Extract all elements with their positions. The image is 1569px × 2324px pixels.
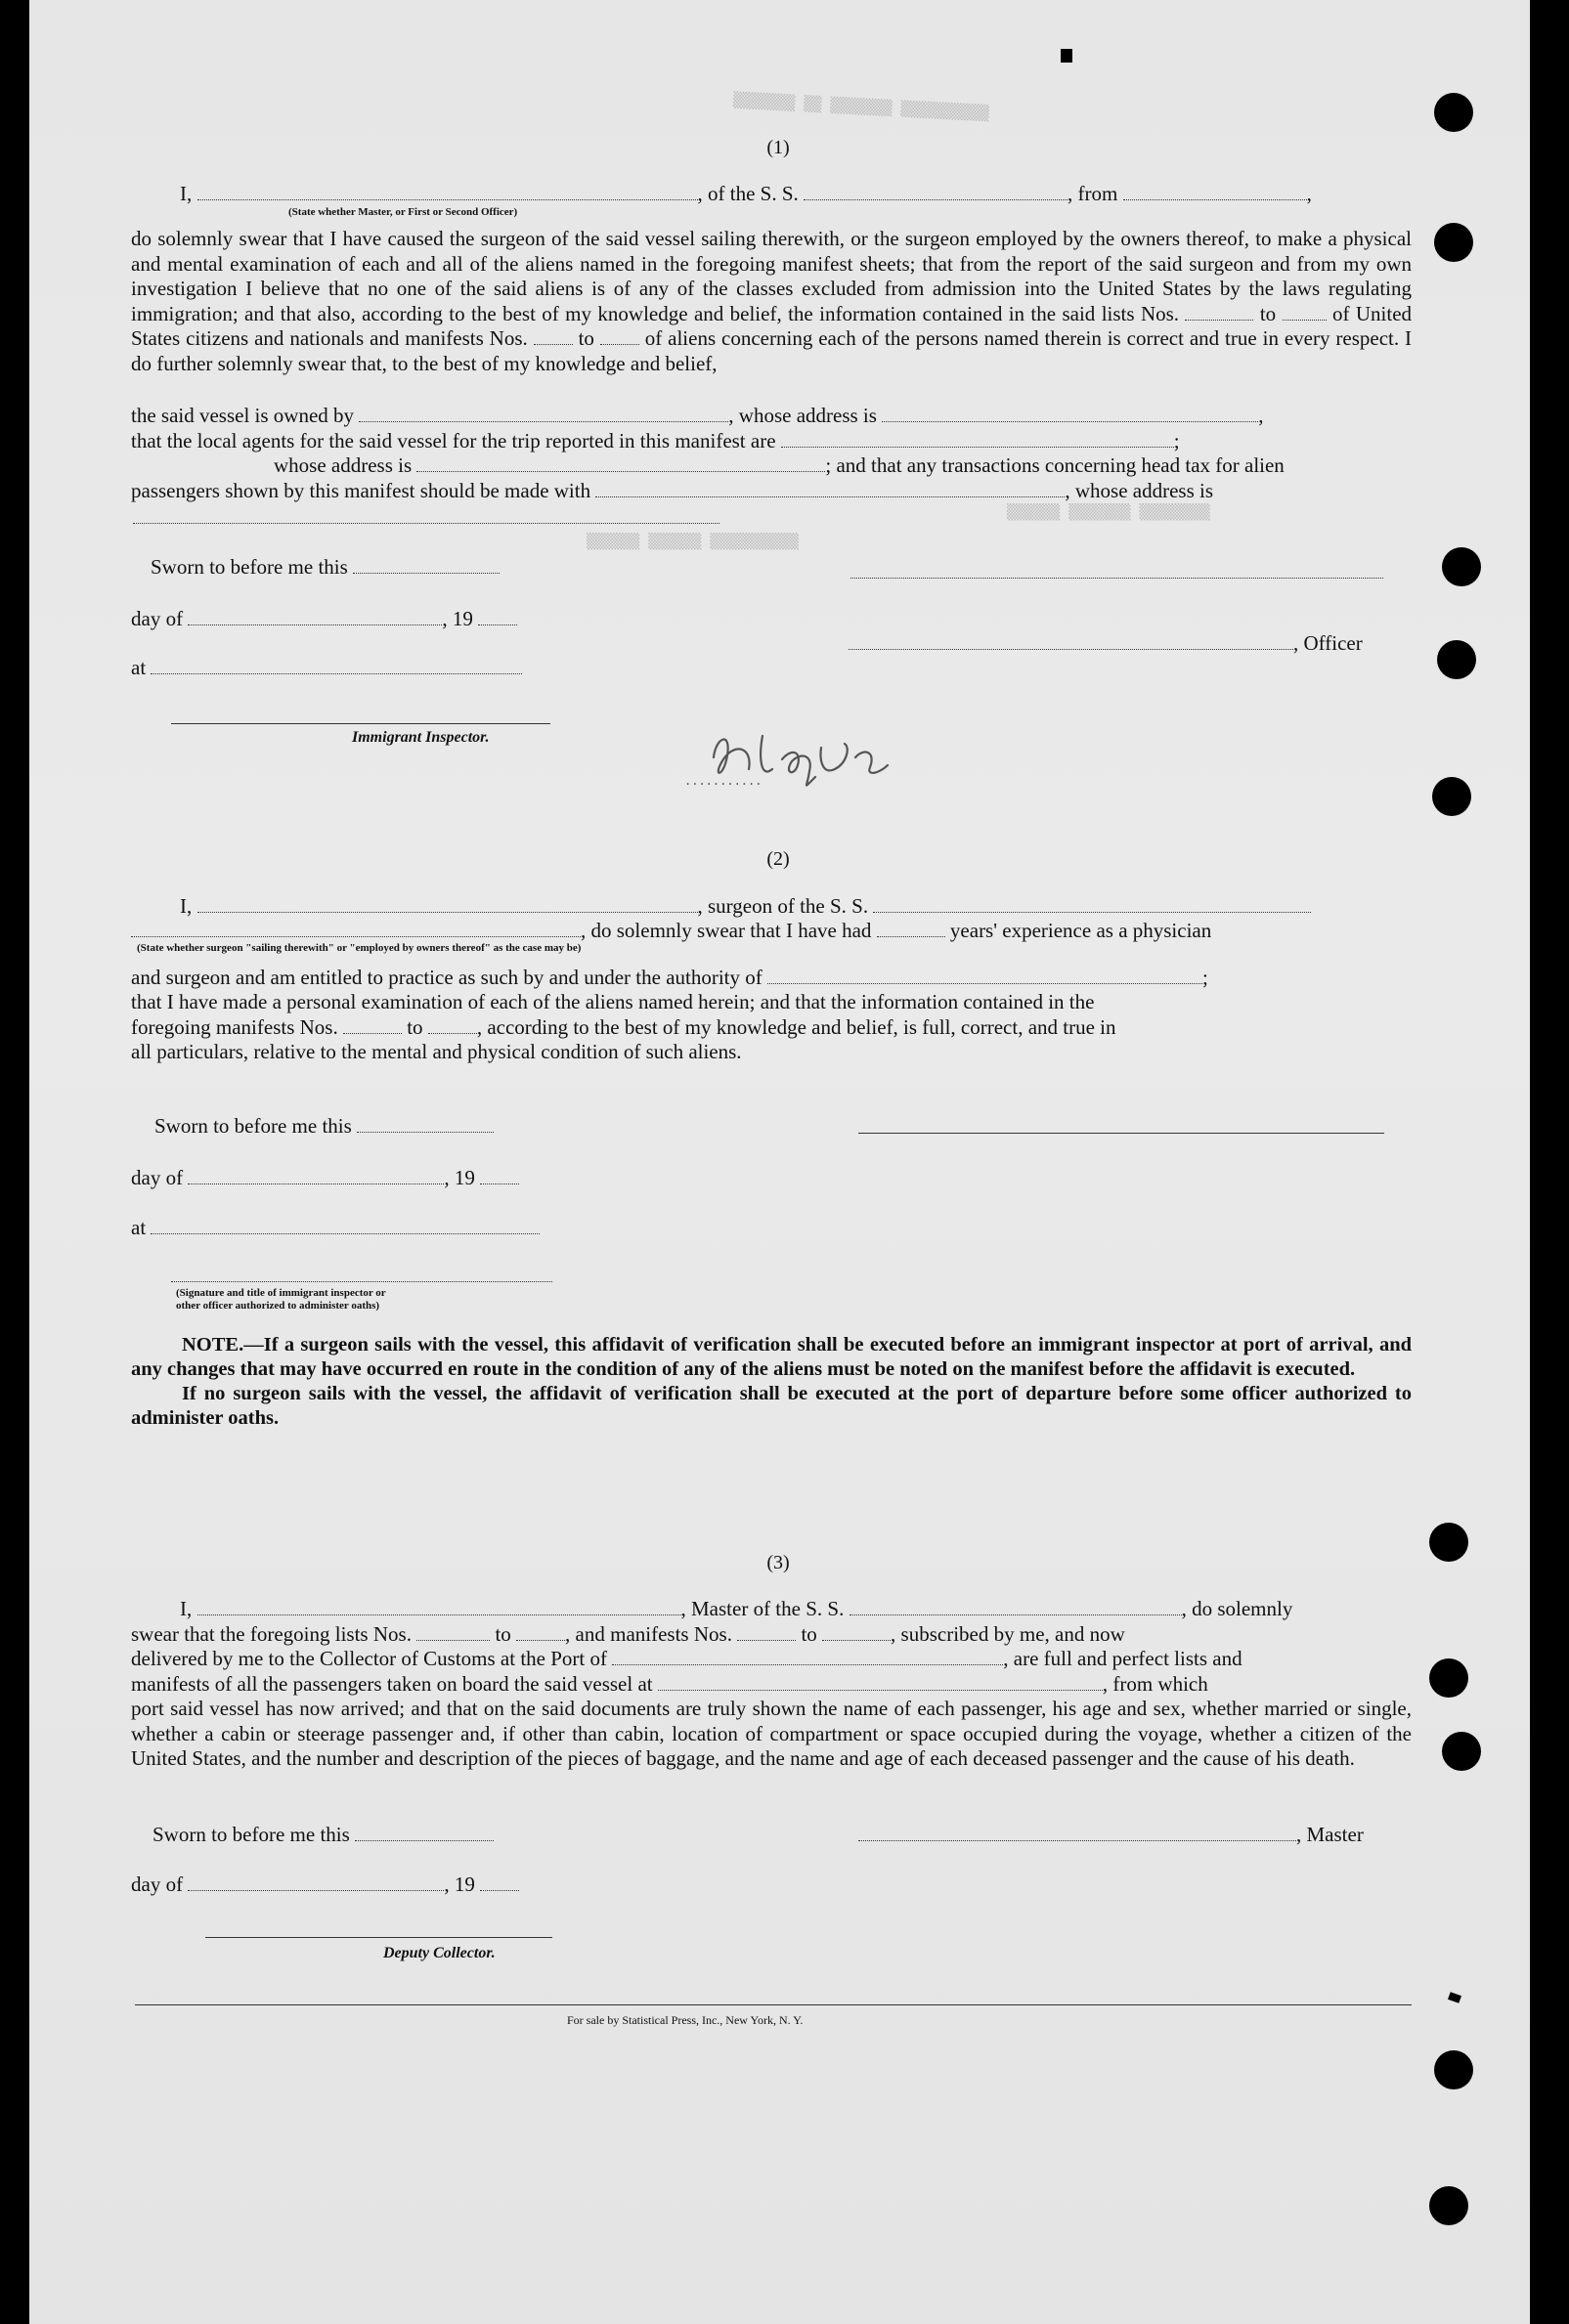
surgeon-status-field[interactable] bbox=[131, 919, 581, 937]
manifests-from-field[interactable] bbox=[534, 326, 573, 345]
footer-rule bbox=[135, 2004, 1412, 2005]
s2-manifests-from-field[interactable] bbox=[343, 1015, 402, 1034]
s3-sworn-line bbox=[153, 1822, 494, 1847]
s3-vessel-field[interactable] bbox=[850, 1597, 1182, 1615]
s1-agents-semicolon: ; bbox=[1173, 429, 1180, 452]
officer-signature-field[interactable] bbox=[850, 578, 1383, 579]
s1-passengers-line bbox=[131, 478, 1412, 503]
s3-master-line bbox=[858, 1822, 1364, 1847]
s3-year-field[interactable] bbox=[480, 1872, 519, 1891]
binder-hole bbox=[1429, 1658, 1468, 1698]
s2-authority-label: and surgeon and am entitled to practice as such by and under the authority of bbox=[131, 966, 763, 989]
s3-day-line bbox=[131, 1872, 519, 1897]
s1-headtax-label: ; and that any transactions concerning head tax for alien bbox=[825, 453, 1285, 477]
lists-from-field[interactable] bbox=[1185, 302, 1253, 321]
inspector-signature-line[interactable] bbox=[171, 723, 550, 724]
head-tax-party-field[interactable] bbox=[595, 479, 1065, 497]
s2-solemnly-label: , do solemnly swear that I have had bbox=[581, 919, 872, 942]
s2-surgeon-of-label: , surgeon of the S. S. bbox=[697, 894, 869, 918]
officer-caption: (State whether Master, or First or Second Officer) bbox=[288, 206, 518, 218]
surgeon-signature-line[interactable] bbox=[858, 1133, 1384, 1134]
vessel-name-field[interactable] bbox=[804, 182, 1068, 200]
s1-address2-line bbox=[131, 452, 1412, 478]
s3-lists-from-field[interactable] bbox=[416, 1622, 490, 1641]
port-of-embarkation-field[interactable] bbox=[658, 1672, 1103, 1691]
s2-to-label: to bbox=[407, 1015, 423, 1039]
s3-lists-label: swear that the foregoing lists Nos. bbox=[131, 1622, 412, 1646]
s3-line-4 bbox=[131, 1671, 1412, 1697]
s2-line-1 bbox=[180, 893, 1412, 919]
s1-officer-line bbox=[849, 630, 1363, 656]
s2-inspector-signature-field[interactable] bbox=[171, 1281, 552, 1282]
bleed-through-stamp: ▒▒▒▒▒▒ ▒▒▒▒▒▒▒ ▒▒▒▒▒▒▒▒ bbox=[1007, 503, 1210, 521]
binder-hole bbox=[1434, 2050, 1473, 2089]
address-3-field[interactable] bbox=[133, 523, 719, 524]
s1-oath-text-3: of aliens concerning each of the persons named therein is correct and true in every respect. I do further solemnly swear that, to the best of my knowledge and belief, bbox=[131, 326, 1412, 375]
s1-line-1 bbox=[180, 181, 1412, 206]
s1-agents-label: that the local agents for the said vessel for the trip reported in this manifest are bbox=[131, 429, 776, 452]
owner-field[interactable] bbox=[359, 404, 728, 422]
s1-officer-label: , Officer bbox=[1293, 631, 1363, 655]
s1-at-line bbox=[131, 655, 522, 680]
svg-text:...........: ........... bbox=[684, 774, 763, 788]
s2-line-3 bbox=[131, 965, 1412, 990]
s2-line-5 bbox=[131, 1014, 1412, 1040]
deputy-caption: Deputy Collector. bbox=[383, 1945, 496, 1961]
s3-to-label-2: to bbox=[801, 1622, 817, 1646]
s3-year-label: , 19 bbox=[444, 1872, 475, 1896]
s3-body-paragraph: port said vessel has now arrived; and that on the said documents are truly shown the name of each passenger, his age and sex, whether married or single, whether a cabin or steerage passenger and, if other than cabin, location of compartment or space occupied during the voyage, whether a citizen of the United States, and the number and description of the pieces of baggage, and the name and age of each deceased passenger and the cause of his death. bbox=[131, 1697, 1412, 1771]
s2-at-label: at bbox=[131, 1216, 147, 1239]
s1-address-label-2: whose address is bbox=[274, 453, 413, 477]
s1-from-label: , from bbox=[1068, 182, 1118, 205]
s2-manifests-label: foregoing manifests Nos. bbox=[131, 1015, 338, 1039]
s1-to-label-1: to bbox=[1259, 301, 1277, 325]
s2-year-field[interactable] bbox=[480, 1166, 519, 1184]
s2-at-field[interactable] bbox=[151, 1216, 540, 1234]
note-label: NOTE. bbox=[182, 1334, 244, 1356]
s1-passengers-label: passengers shown by this manifest should be made with bbox=[131, 479, 591, 502]
s3-month-field[interactable] bbox=[188, 1872, 444, 1891]
binder-hole bbox=[1442, 547, 1481, 586]
s3-line-1 bbox=[180, 1596, 1412, 1621]
lists-to-field[interactable] bbox=[1283, 302, 1327, 321]
s1-sworn-line bbox=[151, 554, 500, 580]
binder-hole bbox=[1432, 777, 1471, 816]
authority-field[interactable] bbox=[767, 966, 1202, 984]
s2-i-label: I, bbox=[180, 894, 193, 918]
s3-master-label: , Master bbox=[1296, 1823, 1364, 1846]
s1-oath-text-2: of United States citizens and nationals and manifests Nos. bbox=[131, 301, 1413, 351]
s2-sworn-date-field[interactable] bbox=[357, 1114, 494, 1133]
s2-years-label: years' experience as a physician bbox=[949, 919, 1212, 942]
s1-sworn-date-field[interactable] bbox=[353, 555, 500, 574]
officer-title-field[interactable] bbox=[849, 631, 1293, 650]
s2-line-2 bbox=[131, 918, 1412, 943]
s1-address-label-1: , whose address is bbox=[728, 404, 877, 427]
s1-address-label-3: , whose address is bbox=[1065, 479, 1214, 502]
surgeon-caption: (State whether surgeon "sailing therewith" or "employed by owners thereof" as the case may be) bbox=[137, 942, 582, 954]
s3-from-which-label: , from which bbox=[1102, 1672, 1208, 1696]
binder-hole bbox=[1437, 640, 1476, 679]
s3-subscribed-label: , subscribed by me, and now bbox=[891, 1622, 1125, 1646]
agents-field[interactable] bbox=[781, 429, 1174, 448]
s1-comma: , bbox=[1306, 182, 1312, 205]
binder-hole bbox=[1434, 223, 1473, 262]
s3-sworn-date-field[interactable] bbox=[355, 1823, 494, 1841]
s1-month-field[interactable] bbox=[188, 607, 442, 625]
s3-sworn-label: Sworn to before me this bbox=[153, 1823, 350, 1846]
s2-month-field[interactable] bbox=[188, 1166, 444, 1184]
s2-day-line bbox=[131, 1165, 519, 1190]
scan-mark bbox=[1061, 49, 1072, 63]
s1-at-field[interactable] bbox=[151, 656, 522, 674]
binder-hole bbox=[1429, 1523, 1468, 1562]
s1-year-field[interactable] bbox=[478, 607, 517, 625]
s3-line-3 bbox=[131, 1646, 1412, 1671]
s3-manifests-from-field[interactable] bbox=[737, 1622, 796, 1641]
s2-day-label: day of bbox=[131, 1166, 184, 1189]
master-name-field[interactable] bbox=[197, 1597, 681, 1615]
s3-perfect-label: , are full and perfect lists and bbox=[1003, 1647, 1242, 1670]
s1-of-ss-label: , of the S. S. bbox=[697, 182, 799, 205]
note-block bbox=[131, 1333, 1412, 1431]
s2-sworn-line bbox=[154, 1113, 494, 1139]
section-1-number: (1) bbox=[766, 137, 790, 158]
s2-semicolon: ; bbox=[1202, 966, 1208, 989]
s3-to-label-1: to bbox=[495, 1622, 511, 1646]
port-from-field[interactable] bbox=[1123, 182, 1307, 200]
s3-manifests-label: , and manifests Nos. bbox=[565, 1622, 732, 1646]
surgeon-name-field[interactable] bbox=[197, 894, 698, 913]
master-signature-field[interactable] bbox=[858, 1823, 1296, 1841]
s2-inspector-caption-2: other officer authorized to administer oaths) bbox=[176, 1300, 380, 1312]
s3-lists-to-field[interactable] bbox=[516, 1622, 565, 1641]
s1-sworn-label: Sworn to before me this bbox=[151, 555, 348, 579]
s3-solemnly-label: , do solemnly bbox=[1181, 1597, 1293, 1620]
years-experience-field[interactable] bbox=[877, 919, 945, 937]
s2-at-line bbox=[131, 1215, 540, 1240]
s2-manifests-to-field[interactable] bbox=[428, 1015, 477, 1034]
agents-address-field[interactable] bbox=[416, 453, 825, 472]
s3-master-of-label: , Master of the S. S. bbox=[680, 1597, 845, 1620]
s1-owned-line bbox=[131, 403, 1412, 428]
s2-year-label: , 19 bbox=[444, 1166, 475, 1189]
s2-sworn-label: Sworn to before me this bbox=[154, 1114, 352, 1138]
s1-owned-label: the said vessel is owned by bbox=[131, 404, 355, 427]
s2-line-4: that I have made a personal examination of each of the aliens named herein; and that the information contained in the bbox=[131, 990, 1095, 1013]
handwritten-signature bbox=[655, 718, 978, 796]
s2-belief-label: , according to the best of my knowledge and belief, is full, correct, and true in bbox=[476, 1015, 1116, 1039]
manifests-to-field[interactable] bbox=[600, 326, 639, 345]
deputy-signature-line[interactable] bbox=[205, 1937, 552, 1938]
s1-owned-comma: , bbox=[1258, 404, 1264, 427]
s1-oath-text: do solemnly swear that I have caused the surgeon of the said vessel sailing therewith, or the surgeon employed by the owners thereof, to make a physical and mental examination of each and all of the aliens named in the foregoing manifest sheets; that from the report of the said surgeon and from my own investigation I believe that no one of the said aliens is of any of the classes excluded from admission into the United States by the laws regulating immigration; and that also, according to the best of my knowledge and belief, the information contained in the said lists Nos. bbox=[131, 227, 1412, 325]
printer-footer: For sale by Statistical Press, Inc., New York, N. Y. bbox=[567, 2013, 804, 2027]
s1-oath-paragraph bbox=[131, 227, 1412, 377]
inspector-caption: Immigrant Inspector. bbox=[352, 729, 490, 746]
s2-inspector-caption bbox=[176, 1287, 386, 1313]
section-2-number: (2) bbox=[766, 848, 790, 870]
note-paragraph-1: —If a surgeon sails with the vessel, this affidavit of verification shall be executed before an immigrant inspector at port of arrival, and any changes that may have occurred en route in the condition of any of the aliens must be noted on the manifest before the affidavit is executed. bbox=[131, 1334, 1412, 1380]
owner-address-field[interactable] bbox=[882, 404, 1258, 422]
bleed-through-stamp: ▒▒▒▒▒▒ ▒▒▒▒▒▒ ▒▒▒▒▒▒▒▒▒▒ bbox=[587, 533, 799, 550]
scan-mark bbox=[1448, 1992, 1461, 2003]
s3-collector-label: delivered by me to the Collector of Customs at the Port of bbox=[131, 1647, 607, 1670]
s1-to-label-2: to bbox=[578, 326, 594, 351]
binder-hole bbox=[1442, 1732, 1481, 1771]
s1-day-label: day of bbox=[131, 607, 184, 630]
s1-day-line bbox=[131, 606, 517, 631]
s3-manifests-to-field[interactable] bbox=[822, 1622, 891, 1641]
binder-hole bbox=[1429, 2186, 1468, 2225]
s1-i-label: I, bbox=[180, 182, 193, 205]
s3-day-label: day of bbox=[131, 1872, 184, 1896]
bleed-through-stamp: ▒▒▒▒▒▒▒ ▒▒ ▒▒▒▒▒▒▒ ▒▒▒▒▒▒▒▒▒▒ bbox=[732, 91, 990, 122]
s2-line-6: all particulars, relative to the mental and physical condition of such aliens. bbox=[131, 1040, 742, 1063]
s1-year-label: , 19 bbox=[442, 607, 473, 630]
port-of-arrival-field[interactable] bbox=[612, 1647, 1003, 1665]
s3-manifests-all-label: manifests of all the passengers taken on board the said vessel at bbox=[131, 1672, 653, 1696]
section-3-number: (3) bbox=[766, 1552, 790, 1573]
s2-vessel-field[interactable] bbox=[873, 894, 1311, 913]
s1-agents-line bbox=[131, 428, 1412, 453]
binder-hole bbox=[1434, 93, 1473, 132]
note-paragraph-2: If no surgeon sails with the vessel, the affidavit of verification shall be executed at the port of departure before some officer authorized to administer oaths. bbox=[131, 1383, 1412, 1429]
s2-inspector-caption-1: (Signature and title of immigrant inspector or bbox=[176, 1287, 386, 1299]
form-page bbox=[29, 0, 1530, 2324]
s1-at-label: at bbox=[131, 656, 147, 679]
officer-name-field[interactable] bbox=[197, 182, 698, 200]
s3-line-2 bbox=[131, 1621, 1412, 1647]
s3-i-label: I, bbox=[180, 1597, 193, 1620]
